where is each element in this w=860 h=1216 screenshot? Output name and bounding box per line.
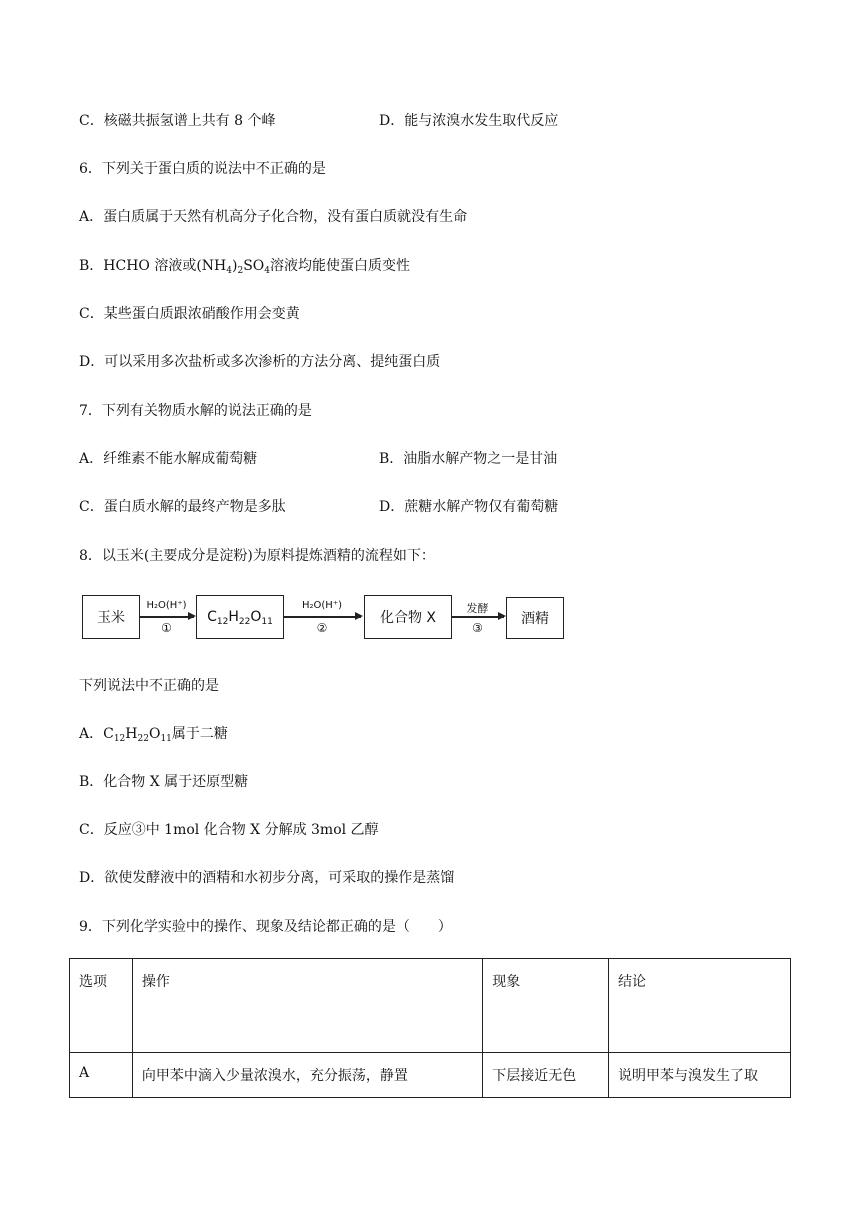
q6-b-text-2: ) [232,258,238,274]
q9-stem: 9．下列化学实验中的操作、现象及结论都正确的是（ ） [79,919,452,935]
q7-option-a: A．纤维素不能水解成葡萄糖 [79,451,258,467]
flow-box-alcohol [506,597,564,639]
flow-arrow-2-reagent: H₂O(H⁺) [302,600,342,611]
flow-box-disaccharide [196,595,284,639]
q8-a-sub-1: 12 [113,734,126,744]
q7-option-d: D．蔗糖水解产物仅有葡萄糖 [379,499,559,515]
flow-arrow-1-reagent: H₂O(H⁺) [146,600,187,611]
q6-option-b [79,257,410,275]
table-cell-phenomenon: 下层接近无色 [483,1053,609,1098]
q8-a-text-3: O [148,726,161,742]
q7-option-c: C．蛋白质水解的最终产物是多肽 [79,499,286,515]
table-header-conclusion: 结论 [609,959,791,1053]
q6-option-d: D．可以采用多次盐析或多次渗析的方法分离、提纯蛋白质 [79,354,441,370]
table-header-phenomenon: 现象 [483,959,609,1053]
q8-stem: 8．以玉米(主要成分是淀粉)为原料提炼酒精的流程如下： [79,548,435,564]
q6-option-c: C．某些蛋白质跟浓硝酸作用会变黄 [79,306,300,322]
flow-box-corn [82,595,140,639]
q6-b-sub-2: 2 [237,266,244,276]
q8-option-d: D．欲使发酵液中的酒精和水初步分离，可采取的操作是蒸馏 [79,870,455,886]
q8-option-a [79,725,228,743]
q6-b-text-3: SO [243,258,265,274]
q5-option-c: C．核磁共振氢谱上共有 8 个峰 [79,113,276,129]
formula-o: O [250,609,262,625]
flow-arrow-1 [139,616,194,618]
q6-option-a: A．蛋白质属于天然有机高分子化合物，没有蛋白质就没有生命 [79,209,468,225]
flow-box-corn-label: 玉米 [97,610,125,626]
flow-arrow-3 [451,616,504,618]
table-row [70,1053,791,1098]
table-header-operation: 操作 [132,959,482,1053]
q6-b-text-4: 溶液均能使蛋白质变性 [270,258,411,274]
formula-o-sub: 11 [261,617,273,627]
q8-a-sub-3: 11 [160,734,172,744]
q6-stem: 6．下列关于蛋白质的说法中不正确的是 [79,161,326,177]
table-header-row [70,959,791,1053]
q7-stem: 7．下列有关物质水解的说法正确的是 [79,403,312,419]
flow-arrow-3-step: ③ [472,621,483,635]
formula-c-sub: 12 [216,617,229,627]
flow-box-compound-x [364,595,452,639]
q8-option-c: C．反应③中 1mol 化合物 X 分解成 3mol 乙醇 [79,822,379,838]
table-header-option: 选项 [70,959,133,1053]
flow-box-disaccharide-label [207,609,273,625]
table-cell-option: A [70,1053,133,1098]
table-cell-conclusion: 说明甲苯与溴发生了取 [609,1053,791,1098]
flow-arrow-2-step: ② [316,621,328,635]
flow-arrow-3-reagent: 发酵 [466,602,489,615]
flow-arrow-1-step: ① [161,621,172,635]
q6-b-sub-3: 4 [264,266,271,276]
q8-flow-diagram [0,585,860,655]
q8-a-text-2: H [125,726,138,742]
q8-a-text-4: 属于二糖 [171,726,228,742]
flow-arrow-2 [283,616,361,618]
q8-a-text-1: A．C [79,726,114,742]
flow-box-alcohol-label: 酒精 [521,611,549,627]
formula-h-sub: 22 [238,617,251,627]
q8-substem: 下列说法中不正确的是 [79,678,219,694]
flow-box-compound-x-label: 化合物 X [379,610,437,626]
q6-b-text-1: B．HCHO 溶液或(NH [79,258,227,274]
q7-option-b: B．油脂水解产物之一是甘油 [379,451,558,467]
q5-option-d: D．能与浓溴水发生取代反应 [379,113,559,129]
formula-c: C [207,609,217,625]
q6-b-sub-1: 4 [226,266,233,276]
formula-h: H [228,609,239,625]
q8-a-sub-2: 22 [137,734,149,744]
q8-option-b: B．化合物 X 属于还原型糖 [79,774,249,790]
table-cell-operation: 向甲苯中滴入少量浓溴水，充分振荡，静置 [132,1053,482,1098]
q9-table [69,958,791,1098]
